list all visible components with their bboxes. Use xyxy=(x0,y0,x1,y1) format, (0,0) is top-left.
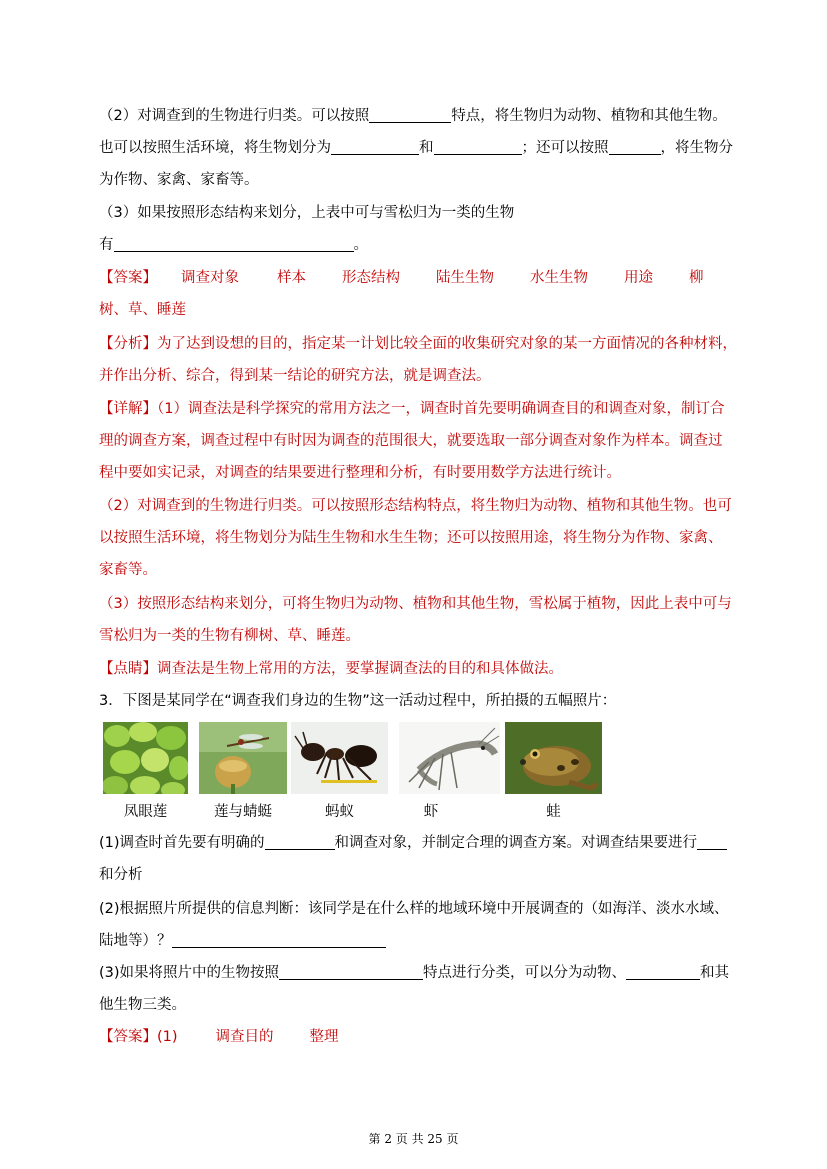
photo-caption: 凤眼莲 xyxy=(123,804,168,820)
detail-line-2: 理的调查方案，调查过程中有时因为调查的范围很大，就要选取一部分调查对象作为样本。调查过 xyxy=(99,433,723,449)
detail-line-4: （2）对调查到的生物进行归类。可以按照形态结构特点，将生物归为动物、植物和其他生物。也可 xyxy=(99,498,732,514)
detail-line-6: 家畜等。 xyxy=(99,562,157,578)
detail-line-1: 【详解】（1）调查法是科学探究的常用方法之一，调查时首先要明确调查目的和调查对象，制订合 xyxy=(99,401,725,417)
answer-line: 【答案】 调查对象 样本 形态结构 陆生生物 水生生物 用途 柳 xyxy=(99,270,704,286)
comment-line: 【点睛】调查法是生物上常用的方法，要掌握调查法的目的和具体做法。 xyxy=(99,661,563,677)
blank xyxy=(265,833,335,850)
frog-photo xyxy=(505,722,602,794)
photo-caption: 蚂蚁 xyxy=(325,804,354,820)
page-footer: 第 2 页 共 25 页 xyxy=(368,1132,459,1146)
q3-part-3-cont: 他生物三类。 xyxy=(99,997,186,1013)
detail-line-8: 雪松归为一类的生物有柳树、草、睡莲。 xyxy=(99,628,360,644)
q3-part-1-cont: 和分析 xyxy=(99,867,143,883)
photo-caption: 蛙 xyxy=(546,804,561,820)
q3-line-1: （3）如果按照形态结构来划分，上表中可与雪松归为一类的生物 xyxy=(99,205,515,221)
blank xyxy=(331,138,419,155)
answer-2-line: 【答案】(1) 调查目的 整理 xyxy=(99,1029,339,1045)
q3-line-2: 有 。 xyxy=(99,237,368,253)
q3-part-2: (2)根据照片所提供的信息判断：该同学是在什么样的地域环境中开展调查的（如海洋、淡水水域、 xyxy=(99,901,729,917)
shrimp-photo xyxy=(399,722,500,794)
detail-line-5: 以按照生活环境，将生物划分为陆生生物和水生生物；还可以按照用途，将生物分为作物、家禽、 xyxy=(99,530,723,546)
blank xyxy=(697,833,727,850)
detail-line-7: （3）按照形态结构来划分，可将生物归为动物、植物和其他生物，雪松属于植物，因此上表中可与 xyxy=(99,596,732,612)
blank xyxy=(279,963,423,980)
question-3-intro: 3．下图是某同学在“调查我们身边的生物”这一活动过程中，所拍摄的五幅照片： xyxy=(99,693,617,709)
q2-line-1: （2）对调查到的生物进行归类。可以按照 特点，将生物归为动物、植物和其他生物。 xyxy=(99,108,727,124)
water-hyacinth-photo xyxy=(103,722,188,794)
ant-photo xyxy=(291,722,388,794)
blank xyxy=(434,138,522,155)
detail-line-3: 程中要如实记录，对调查的结果要进行整理和分析，有时要用数学方法进行统计。 xyxy=(99,465,621,481)
q2-line-3: 为作物、家禽、家畜等。 xyxy=(99,172,259,188)
q3-part-1: (1)调查时首先要有明确的 和调查对象，并制定合理的调查方案。对调查结果要进行 xyxy=(99,833,727,853)
q2-line-2: 也可以按照生活环境，将生物划分为 和 ；还可以按照 ，将生物分 xyxy=(99,140,733,156)
blank xyxy=(114,235,354,252)
photo-caption: 虾 xyxy=(423,804,439,820)
blank xyxy=(172,931,386,948)
blank xyxy=(609,138,661,155)
analysis-line-2: 并作出分析、综合，得到某一结论的研究方法，就是调查法。 xyxy=(99,368,491,384)
answer-line-cont: 树、草、睡莲 xyxy=(99,302,186,318)
q3-part-2-cont: 陆地等）？ xyxy=(99,931,386,951)
blank xyxy=(626,963,700,980)
lotus-dragonfly-photo xyxy=(199,722,287,794)
q3-part-3: (3)如果将照片中的生物按照 特点进行分类，可以分为动物、 和其 xyxy=(99,965,730,981)
analysis-line-1: 【分析】为了达到设想的目的，指定某一计划比较全面的收集研究对象的某一方面情况的各种材料， xyxy=(99,336,737,352)
photo-caption: 莲与蜻蜓 xyxy=(214,804,272,820)
blank xyxy=(369,106,451,123)
